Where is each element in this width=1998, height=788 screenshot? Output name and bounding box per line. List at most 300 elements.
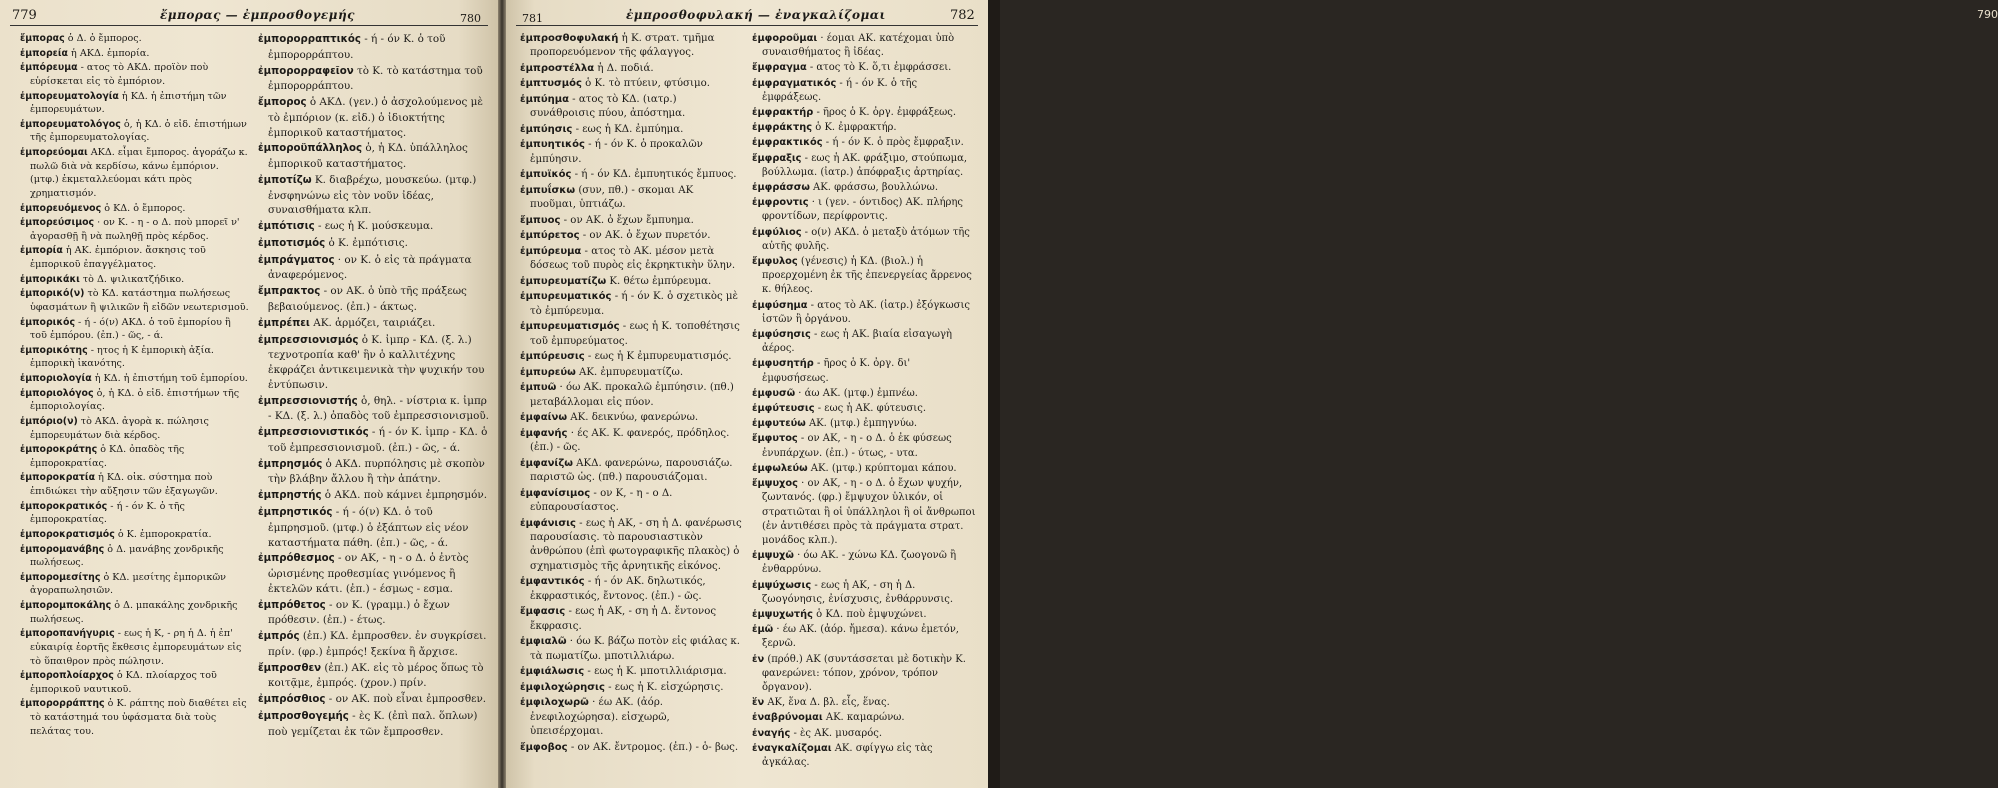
headword: ἐμφαντικός — [520, 576, 585, 588]
definition: - ον Κ. (γραμμ.) ὁ ἔχων πρόθεσιν. (ἐπ.) - έτως. — [268, 598, 450, 627]
dictionary-entry — [20, 543, 250, 570]
definition: - ον ΑΚ, - η - ο Δ. ὁ ἐντὸς ὡρισμένης προθεσμίας γινόμενος ἢ ἐκτελῶν κάτι. (ἐπ.) - έσμως - εσμα. — [268, 552, 469, 595]
dictionary-entry — [20, 216, 250, 243]
dictionary-entry — [520, 681, 742, 695]
dictionary-entry — [258, 551, 490, 596]
definition: ἡ Κ. στρατ. τμῆμα προπορευόμενον τῆς φάλαγγος. — [530, 33, 715, 59]
headword: ἐμπορικό(ν) — [20, 288, 85, 300]
definition: - ή - ό(ν) ΚΔ. ὁ τοῦ ἐμπρησμοῦ. (μτφ.) ὁ ἐξάπτων εἰς νέον καταστήματα πάθη. (ἐπ.) - ῶς, - ά. — [268, 505, 469, 549]
headword: ἐμψυχῶ — [752, 550, 794, 562]
definition: ΑΚΔ. φανερώνω, παρουσιάζω. παριστῶ ὡς. (πθ.) παρουσιάζομαι. — [530, 457, 733, 484]
left-column-1 — [20, 32, 250, 739]
headword: ἐμπόρευμα — [20, 62, 78, 74]
headword: ἐμποροϋπάλληλος — [258, 143, 363, 155]
definition: · όω Κ. βάζω ποτὸν εἰς φιάλας κ. τὰ πωματίζω. μποτιλλιάρω. — [530, 636, 741, 662]
headword: ἐμφιλοχωρῶ — [520, 697, 589, 709]
headword: ἐμπυρευματίζω — [520, 275, 607, 287]
headword: ἔμπροσθεν — [258, 662, 322, 674]
headword: ἔμπορος — [258, 97, 307, 109]
headword: ἐμπορεύσιμος — [20, 217, 95, 229]
definition: ὁ Κ. ράπτης ποὺ διαθέτει εἰς τὸ κατάστημά του ὑφάσματα διὰ τοὺς πελάτας του. — [30, 698, 247, 737]
definition: τὸ ΚΔ. κατάστημα πωλήσεως ὑφασμάτων ἢ ψιλικῶν ἢ εἰδῶν νεωτερισμοῦ. — [30, 288, 249, 313]
definition: ὁ Δ. ὁ ἔμπορος. — [64, 33, 142, 44]
dictionary-entry — [20, 571, 250, 598]
dictionary-entry — [752, 77, 978, 105]
dictionary-entry — [520, 411, 742, 425]
headword: ἐμπορευόμενος — [20, 202, 102, 214]
definition: - εως ἡ ΑΚ. βιαία εἰσαγωγὴ ἀέρος. — [762, 329, 952, 355]
dictionary-entry — [752, 181, 978, 195]
definition: - ή - όν Κ. ὁ σχετικὸς μὲ τὸ ἐμπύρευμα. — [530, 291, 739, 317]
dictionary-entry — [752, 402, 978, 416]
dictionary-entry — [520, 184, 742, 213]
headword: ἐμπρός — [258, 631, 300, 643]
headword: ἔμπυος — [520, 214, 561, 226]
corner-number: 780 — [460, 12, 481, 25]
headword: ἔμφραγμα — [752, 62, 807, 74]
dictionary-entry — [258, 692, 490, 708]
definition: - ατος τὸ Κ. ὅ,τι ἐμφράσσει. — [806, 62, 952, 74]
definition: ἡ ΚΔ. ἡ ἐπιστήμη τοῦ ἐμπορίου. — [91, 373, 248, 384]
headword: ἔμφυτος — [752, 433, 798, 445]
definition: ἡ Δ. ποδιά. — [594, 62, 654, 74]
dictionary-entry — [752, 711, 978, 725]
definition: - ὲς Κ. (ἐπὶ παλ. ὅπλων) ποὺ γεμίζεται ἐκ τῶν ἔμπροσθεν. — [268, 709, 478, 738]
headword: ἐμπυητικός — [520, 139, 585, 151]
headword: ἐμπτυσμός — [520, 78, 582, 90]
left-column-2 — [258, 32, 490, 740]
definition: ΑΚ. δεικνύω, φανερώνω. — [567, 412, 699, 424]
running-head-left: ἔμπορας — ἐμπροσθογεμής — [160, 8, 355, 22]
dictionary-entry — [20, 287, 250, 314]
headword: ἐμποροπλοίαρχος — [20, 670, 114, 682]
definition: - εως ἡ ΑΚ. φράξιμο, στούπωμα, βούλλωμα. (ἰατρ.) ἀπόφραξις ἀρτηρίας. — [762, 152, 968, 178]
definition: Κ. διαβρέχω, μουσκεύω. (μτφ.) ἐνσφηνώνω εἰς τὸν νοῦν ἰδέας, συναισθήματα κλπ. — [268, 173, 477, 217]
definition: · ον Κ. - η - ο Δ. ποὺ μπορεῖ ν' ἀγορασθῇ ἢ νὰ πωληθῇ πρὸς κέρδος. — [30, 217, 240, 242]
definition: ΑΚ. καμαρώνω. — [822, 712, 905, 724]
headword: ἔμφοβος — [520, 741, 568, 753]
headword: ἐμποροκρατισμός — [20, 528, 115, 540]
headword: ἐμφράκτης — [752, 122, 813, 134]
headword: ἐμπότισις — [258, 221, 315, 233]
dictionary-entry — [258, 64, 490, 95]
dictionary-entry — [20, 47, 250, 61]
definition: ΑΚ. (μτφ.) κρύπτομαι κάπου. — [807, 462, 957, 474]
running-head-right: ἐμπροσθοφυλακή — ἐναγκαλίζομαι — [626, 8, 886, 22]
dictionary-entry — [752, 549, 978, 577]
dictionary-entry — [520, 275, 742, 289]
definition: - εως ἡ ΑΚ, - ση ἡ Δ. ζωογόνησις, ἐνίσχυσις, ἐνθάρρυνσις. — [762, 579, 954, 605]
definition: - εως ἡ Κ. μούσκευμα. — [314, 220, 434, 233]
headword: ἐμπράγματος — [258, 254, 335, 266]
headword: ἐμφανίσιμος — [520, 487, 591, 499]
headword: ἐμπρεσσιονισμός — [258, 334, 359, 346]
headword: ἐμπορευματολογία — [20, 90, 119, 102]
headword: ἐμπρηστής — [258, 490, 322, 502]
definition: - ή - όν Κ. ὁ προκαλῶν ἐμπύησιν. — [530, 139, 703, 165]
dictionary-entry — [520, 350, 742, 364]
dictionary-entry — [520, 635, 742, 664]
dictionary-entry — [20, 697, 250, 738]
right-column-2 — [752, 32, 978, 771]
page-number-right: 782 — [950, 8, 975, 23]
headword: ἐμποριολόγος — [20, 387, 94, 399]
definition: - ή - όν ΚΔ. ἐμπυητικός ἔμπυος. — [571, 169, 737, 181]
headword: ἐμπυῶ — [520, 382, 557, 394]
dictionary-entry — [20, 90, 250, 117]
definition: ὁ ΚΔ. ποὺ ἐμψυχώνει. — [812, 608, 927, 620]
dictionary-entry — [20, 202, 250, 216]
definition: - εως ἡ ΑΚ, - ση ἡ Δ. ἔντονος ἔκφρασις. — [530, 606, 717, 632]
dictionary-entry — [520, 575, 742, 604]
definition: - εως ἡ Κ. εἰσχώρησις. — [604, 681, 724, 693]
definition: · ές ΑΚ. Κ. φανερός, πρόδηλος. (ἐπ.) - ῶς. — [530, 427, 730, 454]
headword: ἕν — [752, 697, 765, 709]
headword: ἐμποροκρατικός — [20, 500, 108, 512]
dictionary-entry — [20, 500, 250, 527]
dictionary-entry — [20, 244, 250, 271]
definition: Κ. θέτω ἐμπύρευμα. — [606, 275, 712, 287]
dictionary-entry — [520, 290, 742, 319]
dictionary-entry — [752, 299, 978, 327]
headword: ἐν — [752, 653, 765, 665]
definition: τὸ ΑΚΔ. ἀγορὰ κ. πώλησις ἐμπορευμάτων διὰ κέρδος. — [30, 415, 209, 441]
definition: - ή - όν Κ. ὁ τοῦ ἐμπορορράπτου. — [268, 33, 446, 61]
definition: (πρόθ.) ΑΚ (συντάσσεται μὲ δοτικὴν Κ. φανερώνει: τόπον, χρόνον, τρόπον ὄργανον). — [762, 653, 966, 693]
dictionary-entry — [752, 579, 978, 607]
definition: ὁ, ἡ ΚΔ. ὁ εἰδ. ἐπιστήμων τῆς ἐμποριολογίας. — [30, 387, 240, 413]
dictionary-entry — [520, 229, 742, 243]
definition: · ον Κ. ὁ εἰς τὰ πράγματα ἀναφερόμενος. — [268, 253, 472, 282]
definition: ὁ ΚΔ. πλοίαρχος τοῦ ἐμπορικοῦ ναυτικοῦ. — [30, 670, 217, 695]
dictionary-entry — [520, 696, 742, 739]
headword: ἐμπυρευματικός — [520, 291, 612, 303]
dictionary-entry — [520, 214, 742, 228]
definition: - εως ἡ ΚΔ. ἐμπύημα. — [572, 123, 684, 135]
headword: ἐμφυτεύω — [752, 418, 806, 430]
headword: ἐμποροκρατία — [20, 472, 96, 484]
dictionary-entry — [520, 138, 742, 167]
dictionary-entry — [520, 427, 742, 456]
definition: · έω ΑΚ. (ἀόρ. ἤμεσα). κάνω ἐμετόν, ξερνῶ. — [762, 624, 959, 650]
dictionary-entry — [752, 742, 978, 770]
definition: - ον Κ, - η - ο Δ. εὐπαρουσίαστος. — [530, 487, 673, 514]
dictionary-entry — [20, 669, 250, 696]
headword: ἐμπυρεύω — [520, 366, 576, 378]
definition: - εως ἡ ΑΚ, - ση ἡ Δ. φανέρωσις παρουσίασις. τὸ παρουσιαστικὸν ἀνθρώπου (ἐπὶ φωτογραφικῆς πλακὸς) ὁ σχηματισμὸς τῆς ἀρνητικῆς εἰκόνος. — [530, 517, 742, 572]
dictionary-entry — [752, 152, 978, 180]
headword: ἔμφραξις — [752, 152, 802, 164]
headword: ἐναγκαλίζομαι — [752, 742, 832, 754]
headword: ἔμφυλος — [752, 256, 798, 268]
headword: ἐμπορορραπτικός — [258, 34, 361, 45]
dictionary-entry — [752, 136, 978, 150]
dictionary-entry — [20, 528, 250, 542]
headword: ἐμπορορραφεῖον — [258, 65, 354, 77]
definition: - ή - όν ΑΚ. δηλωτικός, ἐκφραστικός, ἔντονος. (ἐπ.) - ῶς. — [530, 576, 706, 602]
headword: ἐμπροσθογεμής — [258, 710, 349, 722]
headword: ἐμποροκράτης — [20, 444, 98, 456]
right-running-header — [516, 8, 978, 28]
headword: ἐμπροσθοφυλακή — [520, 33, 619, 44]
dictionary-entry — [752, 226, 978, 254]
left-running-header — [10, 8, 488, 28]
headword: ἐμπορευματολόγος — [20, 118, 121, 130]
headword: ἐμφιαλῶ — [520, 636, 567, 648]
headword: ἐμπορορράπτης — [20, 698, 105, 710]
headword: ἐμφαίνω — [520, 412, 568, 424]
definition: ΑΚ, ἕνα Δ. βλ. εἷς, ἕνας. — [764, 697, 890, 709]
headword: ἐμφανίζω — [520, 457, 573, 469]
definition: - ον ΑΚ. ἔντρομος. (ἐπ.) - ὁ- βως. — [567, 741, 739, 753]
dictionary-entry — [752, 32, 978, 60]
next-page-edge — [988, 0, 1998, 788]
dictionary-entry — [20, 118, 250, 145]
dictionary-entry — [752, 196, 978, 224]
dictionary-entry — [20, 627, 250, 668]
dictionary-entry — [20, 443, 250, 470]
definition: ὁ ΚΔ. ὁ ἔμπορος. — [101, 202, 186, 214]
headword: ἐμπρησμός — [258, 458, 323, 470]
definition: τὸ Κ. τὸ κατάστημα τοῦ ἐμπορορράπτου. — [268, 64, 483, 93]
definition: ΑΚ. σφίγγω εἰς τὰς ἀγκάλας. — [762, 742, 933, 768]
headword: ἐμπόριο(ν) — [20, 415, 78, 427]
headword: ἐμφάνισις — [520, 517, 576, 529]
definition: ὁ, ἡ ΚΔ. ὑπάλληλος ἐμπορικοῦ καταστήματος. — [268, 142, 468, 171]
definition: ὁ Κ. ἐμφρακτήρ. — [812, 122, 897, 134]
definition: ΑΚ. ἐμπυρευματίζω. — [575, 366, 684, 378]
definition: - εως ἡ Κ, - ρη ἡ Δ. ἡ ἐπ' εὐκαιρίᾳ ἑορτῆς ἔκθεσις ἐμπορευμάτων εἰς τὸ ὕπαιθρον πρὸς πώλησιν. — [30, 628, 242, 667]
headword: ἐμφανής — [520, 427, 568, 439]
dictionary-entry — [258, 425, 490, 456]
headword: ἐμποτίζω — [258, 174, 312, 186]
right-page — [506, 0, 988, 788]
definition: ΑΚ. ἁρμόζει, ταιριάζει. — [309, 316, 436, 329]
definition: · ι (γεν. - όντιδος) ΑΚ. πλήρης φροντίδων, περίφροντις. — [762, 197, 964, 223]
dictionary-entry — [258, 661, 490, 692]
headword: ἐμφυσῶ — [752, 387, 796, 399]
dictionary-entry — [752, 653, 978, 696]
definition: · όω ΑΚ. - χώνω ΚΔ. ζωογονῶ ἢ ἐνθαρρύνω. — [762, 550, 957, 576]
definition: - ή - όν Κ. ὁ τῆς ἐμποροκρατίας. — [30, 500, 185, 526]
dictionary-entry — [20, 372, 250, 386]
headword: ἐμπύησις — [520, 123, 573, 135]
header-rule — [10, 25, 488, 26]
headword: ἐμφρακτήρ — [752, 107, 814, 119]
dictionary-entry — [752, 357, 978, 385]
dictionary-entry — [752, 462, 978, 476]
headword: ἐμποριολογία — [20, 373, 92, 384]
headword: ἐμπύημα — [520, 93, 569, 105]
dictionary-entry — [258, 457, 490, 488]
headword: ἐμπρόθεσμος — [258, 553, 335, 565]
headword: ἐμφωλεύω — [752, 462, 808, 474]
definition: - ή - όν Κ. ὁ πρὸς ἔμφραξιν. — [822, 137, 964, 149]
definition: · ον ΑΚ, - η - ο Δ. ὁ ἔχων ψυχήν, ζωντανός. (φρ.) ἔμψυχον ὑλικόν, οἱ στρατιῶται ἢ οἱ ὑπάλληλοι ἢ οἱ ἄνθρωποι (ἐν ἀντιθέσει πρὸς τὰ πράγματα στρατ. μονάδος κλπ.). — [762, 478, 976, 546]
dictionary-entry — [520, 245, 742, 274]
headword: ἐμφυσητήρ — [752, 358, 814, 370]
dictionary-entry — [258, 629, 490, 660]
headword: ἐμπύρευσις — [520, 351, 585, 363]
headword: ἐμφραγματικός — [752, 77, 837, 89]
headword: ἐμπορομποκάλης — [20, 600, 112, 611]
definition: - εως ἡ ΑΚ. φύτευσις. — [814, 403, 927, 415]
headword: ἐμπυρευματισμός — [520, 321, 620, 333]
definition: ὁ ΑΚΔ. πυρπόλησις μὲ σκοπὸν τὴν βλάβην ἄλλου ἢ τὴν ἀπάτην. — [268, 457, 485, 486]
dictionary-entry — [20, 471, 250, 498]
definition: ΑΚ. φράσσω, βουλλώνω. — [809, 182, 938, 194]
definition: ἡ ΚΔ. ἡ ἐπιστήμη τῶν ἐμπορευμάτων. — [30, 90, 227, 116]
definition: ἡ ΚΔ. οἰκ. σύστημα ποὺ ἐπιδιώκει τὴν αὔξησιν τῶν ἐξαγωγῶν. — [30, 472, 218, 497]
definition: ΑΚ. (μτφ.) ἐμπηγνύω. — [805, 418, 918, 430]
dictionary-entry — [752, 106, 978, 120]
headword: ἐμπορομεσίτης — [20, 571, 101, 583]
headword: ἐμπύρετος — [520, 230, 580, 242]
definition: τὸ Δ. ψιλικατζήδικο. — [79, 273, 185, 285]
definition: ὁ Κ. ἰμπρ - ΚΔ. (ξ. λ.) τεχνοτροπία καθ' ἣν ὁ καλλιτέχνης ἐκφράζει ἀντικειμενικὰ τὴν ψυχικήν του ἐντύπωσιν. — [268, 333, 485, 391]
definition: ὁ ΚΔ. ὀπαδὸς τῆς ἐμποροκρατίας. — [30, 444, 185, 469]
dictionary-entry — [752, 432, 978, 460]
dictionary-entry — [752, 608, 978, 622]
dictionary-entry — [20, 599, 250, 626]
definition: ὁ ΑΚΔ. ποὺ κάμνει ἐμπρησμόν. — [321, 489, 487, 502]
headword: ἐμποτισμός — [258, 237, 326, 249]
dictionary-entry — [258, 505, 490, 550]
dictionary-entry — [20, 387, 250, 414]
headword: ἔμψυχος — [752, 478, 798, 490]
definition: ὁ Δ. μπακάλης χονδρικῆς πωλήσεως. — [30, 600, 238, 625]
headword: ἐμφύτευσις — [752, 403, 815, 415]
page-number-781: 781 — [522, 12, 543, 25]
right-column-1 — [520, 32, 742, 756]
header-rule-right — [516, 25, 978, 26]
definition: ὁ Δ. μανάβης χονδρικῆς πωλήσεως. — [30, 543, 224, 569]
dictionary-entry — [520, 168, 742, 182]
dictionary-entry — [520, 605, 742, 634]
definition: - ον ΑΚ. ὁ ἔχων ἔμπυημα. — [560, 214, 694, 226]
headword: ἐμφρακτικός — [752, 137, 823, 149]
definition: ὁ Κ. τὸ πτύειν, φτύσιμο. — [581, 78, 710, 90]
dictionary-entry — [258, 236, 490, 252]
definition: - ῆρος ὁ Κ. ὀργ. δι' ἐμφυσήσεως. — [762, 358, 911, 384]
headword: ἐμφύλιος — [752, 226, 802, 238]
book-gutter — [498, 0, 506, 788]
dictionary-entry — [752, 696, 978, 710]
headword: ἔμπορας — [20, 33, 65, 44]
dictionary-entry — [20, 32, 250, 46]
definition: - ὲς ΑΚ. μυσαρός. — [790, 727, 883, 739]
definition: ἡ ΑΚ. ἐμπόριον. ἄσκησις τοῦ ἐμπορικοῦ ἐπαγγέλματος. — [30, 245, 206, 270]
definition: · άω ΑΚ. (μτφ.) ἐμπνέω. — [795, 387, 918, 399]
headword: ἐμπορομανάβης — [20, 543, 105, 555]
dictionary-entry — [520, 741, 742, 755]
dictionary-entry — [520, 62, 742, 76]
dictionary-entry — [258, 173, 490, 218]
definition: ὁ ΚΔ. μεσίτης ἐμπορικῶν ἀγοραπωλησιῶν. — [30, 571, 227, 597]
dictionary-entry — [752, 477, 978, 548]
definition: ὁ Κ. ἐμποροκρατία. — [114, 528, 212, 540]
dictionary-entry — [258, 253, 490, 284]
definition: ὁ, ἡ ΚΔ. ὁ εἰδ. ἐπιστήμων τῆς ἐμπορευματολογίας. — [30, 118, 247, 144]
definition: - ῆρος ὁ Κ. ὀργ. ἐμφράξεως. — [813, 107, 957, 119]
dictionary-entry — [520, 320, 742, 349]
headword: ἐμφιάλωσις — [520, 666, 585, 678]
definition: ἡ ΑΚΔ. ἐμπορία. — [68, 47, 150, 59]
definition: - ατος τὸ ΑΚ. (ἰατρ.) ἐξόγκωσις ἱστῶν ἢ ὀργάνου. — [762, 299, 970, 325]
dictionary-entry — [752, 328, 978, 356]
headword: ἐμφύσημα — [752, 299, 808, 311]
definition: - ατος τὸ ΑΚ. μέσον μετὰ δόσεως τοῦ πυρὸς εἰς ἐκρηκτικὴν ὕλην. — [530, 245, 736, 272]
page-number-left: 779 — [12, 8, 37, 23]
dictionary-entry — [752, 255, 978, 298]
definition: - ον ΑΚ, - η - ο Δ. ὁ ἐκ φύσεως ἐνυπάρχων. (ἐπ.) - ύτως, - υτα. — [762, 433, 952, 459]
dictionary-entry — [20, 61, 250, 88]
headword: ἐμπύρευμα — [520, 245, 582, 257]
definition: ΑΚΔ. εἶμαι ἔμπορος. ἀγοράζω κ. πωλῶ διὰ νὰ κερδίσω, κάνω ἐμπόριον. (μτφ.) ἐκμεταλλεύομαι κάτι πρὸς χρηματισμόν. — [30, 147, 248, 199]
definition: ὁ ΑΚΔ. (γεν.) ὁ ἀσχολούμενος μὲ τὸ ἐμπόριον (κ. εἰδ.) ὁ ἰδιοκτήτης ἐμπορικοῦ καταστήματος. — [268, 96, 483, 139]
definition: ὁ Κ. ἐμπότισις. — [325, 236, 408, 249]
headword: ἐμφροντις — [752, 197, 809, 209]
dictionary-entry — [520, 457, 742, 486]
headword: ἐμῶ — [752, 624, 774, 636]
definition: - εως ἡ Κ. μποτιλλιάρισμα. — [584, 666, 727, 678]
definition: (γένεσις) ἡ ΚΔ. (βιολ.) ἡ προερχομένη ἐκ τῆς ἐπενεργείας ἄρρενος κ. θήλεος. — [762, 256, 972, 296]
definition: - εως ἡ Κ. τοποθέτησις τοῦ ἐμπυρεύματος. — [530, 321, 740, 347]
dictionary-entry — [20, 316, 250, 343]
headword: ἐμφράσσω — [752, 182, 810, 194]
dictionary-entry — [520, 517, 742, 575]
headword: ἐμψυχωτής — [752, 608, 813, 620]
dictionary-entry — [520, 665, 742, 679]
dictionary-entry — [258, 598, 490, 629]
headword: ἐμπορεία — [20, 47, 68, 59]
headword: ἐμφύσησις — [752, 329, 811, 341]
definition: (ἐπ.) ΑΚ. εἰς τὸ μέρος ὅπως τὸ κοιτᾷμε, ἐμπρός. (χρον.) πρίν. — [268, 661, 484, 690]
dictionary-entry — [520, 381, 742, 410]
headword: ἐμποροπανήγυρις — [20, 628, 115, 640]
dictionary-entry — [752, 417, 978, 431]
headword: ἐμπορικάκι — [20, 273, 80, 285]
definition: · έω ΑΚ. (ἀόρ. ἐνεφιλοχώρησα). εἰσχωρῶ, ὑπεισέρχομαι. — [530, 697, 670, 738]
definition: - ή - όν Κ. ἰμπρ - ΚΔ. ὁ τοῦ ἐμπρεσσιονισμοῦ. (ἐπ.) - ῶς, - ά. — [268, 426, 488, 454]
definition: - ο(ν) ΑΚΔ. ὁ μεταξὺ ἀτόμων τῆς αὐτῆς φυλῆς. — [762, 226, 970, 252]
dictionary-entry — [20, 146, 250, 201]
headword: ἐμπρόθετος — [258, 599, 326, 611]
headword: ἐμπορεύομαι — [20, 147, 88, 158]
dictionary-entry — [258, 488, 490, 504]
dictionary-entry — [20, 344, 250, 371]
definition: · όω ΑΚ. προκαλῶ ἐμπύησιν. (πθ.) μεταβάλλομαι εἰς πύον. — [530, 382, 734, 408]
dictionary-entry — [20, 273, 250, 287]
headword: ἐμπροστέλλα — [520, 62, 595, 74]
definition: - ή - όν Κ. ὁ τῆς ἐμφράξεως. — [762, 77, 918, 103]
headword: ἐμπορία — [20, 245, 63, 257]
dictionary-entry — [520, 32, 742, 61]
dictionary-entry — [752, 61, 978, 75]
headword: ἐμψύχωσις — [752, 579, 812, 591]
dictionary-entry — [258, 333, 490, 393]
dictionary-entry — [752, 387, 978, 401]
headword: ἐμπρόσθιος — [258, 694, 326, 706]
definition: - ητος ἡ Κ ἐμπορικὴ ἀξία. ἐμπορικὴ ἱκανότης. — [30, 344, 214, 370]
headword: ἐναβρύνομαι — [752, 712, 823, 724]
headword: ἐμπρηστικός — [258, 506, 333, 518]
definition: - ατος τὸ ΚΔ. (ιατρ.) συνάθροισις πύου, ἀπόστημα. — [530, 93, 686, 120]
edge-page-number: 790 — [1977, 8, 1998, 21]
headword: ἐμφοροῦμαι — [752, 33, 818, 44]
headword: ἐναγής — [752, 727, 791, 739]
dictionary-entry — [752, 623, 978, 651]
